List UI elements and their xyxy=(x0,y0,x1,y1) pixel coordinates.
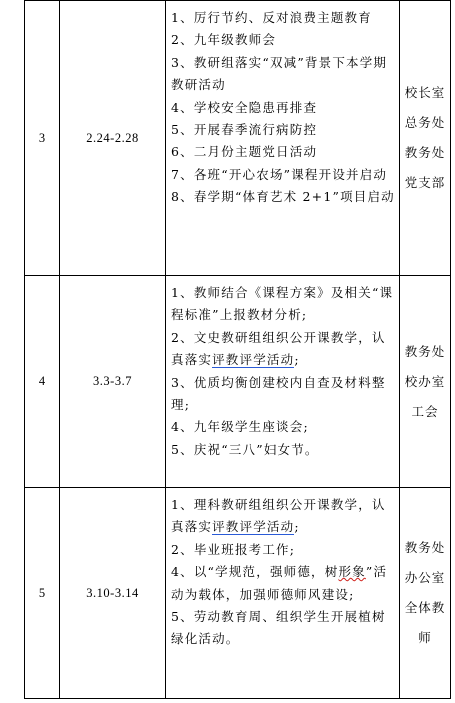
task-item: 1、理科教研组组织公开课教学，认真落实评教评学活动; xyxy=(171,497,386,535)
proofing-underline: 形象 xyxy=(338,564,366,580)
department-name: 总务处 xyxy=(404,115,446,130)
task-item: 6、二月份主题党日活动 xyxy=(171,144,318,160)
week-number: 5 xyxy=(25,488,60,699)
task-item: 3、教研组落实“双减”背景下本学期教研活动 xyxy=(171,54,388,93)
responsible-departments xyxy=(400,488,451,699)
weekly-schedule-table xyxy=(24,0,451,699)
responsible-departments xyxy=(400,276,451,488)
task-list xyxy=(166,276,400,488)
department-name: 校办室 xyxy=(404,373,446,389)
department-name: 党支部 xyxy=(404,175,446,190)
week-dates: 3.10-3.14 xyxy=(60,488,166,699)
week-dates: 2.24-2.28 xyxy=(60,1,166,276)
department-name: 教务处 xyxy=(404,145,446,160)
task-item: 7、各班“开心农场”课程开设并启动 xyxy=(171,166,388,182)
task-item: 3、优质均衡创建校内自查及材料整理; xyxy=(171,374,386,413)
task-item: 2、九年级教师会 xyxy=(171,32,277,48)
table-row xyxy=(25,276,451,488)
task-item: 4、学校安全隐患再排查 xyxy=(171,99,318,115)
department-name: 校长室 xyxy=(404,85,446,100)
proofing-underline: 评教评学活动 xyxy=(212,519,295,535)
task-item: 5、庆祝“三八”妇女节。 xyxy=(171,441,319,457)
proofing-underline: 评教评学活动 xyxy=(212,352,295,368)
task-item: 4、以“学规范，强师德，树形象”活动为载体，加强师德师风建设; xyxy=(171,564,388,602)
task-list xyxy=(166,488,400,699)
department-name: 全体教师 xyxy=(404,600,446,645)
task-item: 8、春学期“体育艺术 2+1”项目启动 xyxy=(171,189,395,205)
task-item: 5、开展春季流行病防控 xyxy=(171,122,318,138)
department-name: 工会 xyxy=(411,403,439,419)
task-item: 5、劳动教育周、组织学生开展植树绿化活动。 xyxy=(171,609,386,647)
department-name: 教务处 xyxy=(404,343,446,359)
task-list xyxy=(166,1,400,276)
task-item: 1、教师结合《课程方案》及相关“课程标准”上报教材分析; xyxy=(171,285,394,323)
table-row xyxy=(25,488,451,699)
week-dates: 3.3-3.7 xyxy=(60,276,166,488)
task-item: 2、毕业班报考工作; xyxy=(171,541,296,557)
task-item: 2、文史教研组组织公开课教学，认真落实评教评学活动; xyxy=(171,329,386,368)
task-item: 1、厉行节约、反对浪费主题教育 xyxy=(171,10,372,25)
department-name: 教务处 xyxy=(404,540,446,555)
department-name: 办公室 xyxy=(404,570,446,585)
table-row xyxy=(25,1,451,276)
responsible-departments xyxy=(400,1,451,276)
task-item: 4、九年级学生座谈会; xyxy=(171,419,309,435)
week-number: 4 xyxy=(25,276,60,488)
week-number: 3 xyxy=(25,1,60,276)
